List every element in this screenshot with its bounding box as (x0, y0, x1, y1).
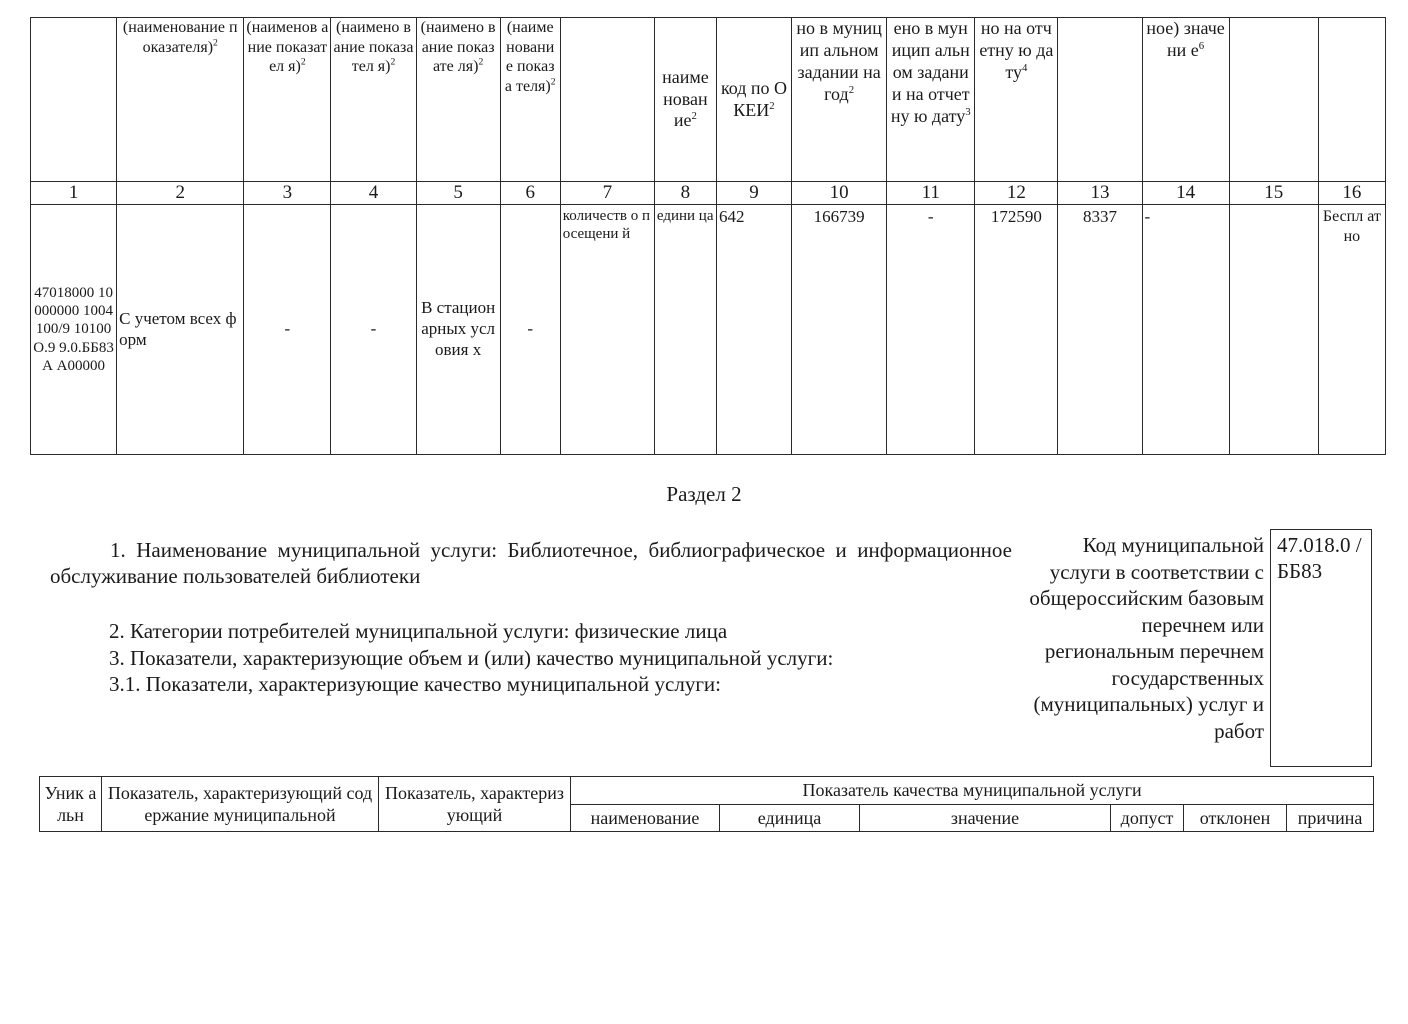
column-number: 11 (887, 182, 975, 205)
column-number: 16 (1318, 182, 1385, 205)
unit-cell: едини ца (654, 205, 716, 455)
fee-cell: Беспл атно (1318, 205, 1385, 455)
unique-register-number: 47018000 10000000 1004100/9 10100О.9 9.0.ББ83А А00000 (31, 205, 117, 455)
column-number: 1 (31, 182, 117, 205)
header-cell: ное) значени $е^6$ (1142, 18, 1229, 182)
header-cell (1318, 18, 1385, 182)
subheader-cell: отклонен (1184, 804, 1287, 832)
indicator-name-cell: количеств о посещени й (560, 205, 654, 455)
header-cell (1229, 18, 1318, 182)
data-cell (1229, 205, 1318, 455)
column-number: 14 (1142, 182, 1229, 205)
header-row (31, 18, 1386, 182)
column-number: 12 (975, 182, 1058, 205)
column-number: 2 (117, 182, 244, 205)
deviation-cell: 8337 (1058, 205, 1142, 455)
header-cell: наиме нован $ие^2$ (654, 18, 716, 182)
header-cell: (наименов ание показател я)$^2$ (244, 18, 331, 182)
subheader-cell: значение (860, 804, 1111, 832)
service-content-cell: С учетом всех форм (117, 205, 244, 455)
quality-indicators-table (39, 776, 1374, 832)
quality-indicators-paragraph: 3.1. Показатели, характеризующие качество муниципальной услуги: (109, 672, 722, 696)
table-row (31, 205, 1386, 455)
actual-value-cell: 172590 (975, 205, 1058, 455)
column-number: 10 (792, 182, 887, 205)
header-cell (31, 18, 117, 182)
service-code-label: Код муниципальной услуги в соответствии с общероссийским базовым перечнем или региональным перечнем государственных (муниципальных) услуг и работ (1029, 533, 1264, 743)
section-title: Раздел 2 (666, 482, 742, 506)
volume-indicators-table (30, 17, 1386, 455)
consumer-category-paragraph: 2. Категории потребителей муниципальной услуги: физические лица (109, 619, 728, 643)
subheader-cell: единица (720, 804, 860, 832)
column-number: 5 (416, 182, 500, 205)
column-number-row (31, 182, 1386, 205)
header-cell: (наимено вание показате ля)$^2$ (416, 18, 500, 182)
header-cell: ено в муницип альном задании на отчетну ю дату$^3$ (887, 18, 975, 182)
header-row (40, 777, 1374, 805)
service-code-box: 47.018.0 /ББ83 (1270, 529, 1372, 767)
column-number: 13 (1058, 182, 1142, 205)
column-number: 9 (716, 182, 791, 205)
okei-code-cell: 642 (716, 205, 791, 455)
header-cell (1058, 18, 1142, 182)
service-name-paragraph: 1. Наименование муниципальной услуги: Библиотечное, библиографическое и информационное обслуживание пользователей библиотеки (50, 538, 1012, 588)
header-cell: (наиме новани е показа теля)$^2$ (500, 18, 560, 182)
indicators-paragraph: 3. Показатели, характеризующие объем и (или) качество муниципальной услуги: (109, 646, 834, 670)
service-conditions-header: Показатель, характеризующий (379, 777, 571, 832)
column-number: 3 (244, 182, 331, 205)
data-cell: - (1142, 205, 1229, 455)
service-content-header: Показатель, характеризующий содержание муниципальной (102, 777, 379, 832)
header-cell: но в муницип альном задании на год$^2$ (792, 18, 887, 182)
column-number: 8 (654, 182, 716, 205)
quality-indicator-group-header: Показатель качества муниципальной услуги (571, 777, 1374, 805)
header-cell: (наимено вание показател я)$^2$ (331, 18, 416, 182)
header-cell: код по ОКЕИ$^2$ (716, 18, 791, 182)
column-number: 6 (500, 182, 560, 205)
data-cell: - (244, 205, 331, 455)
data-cell: - (500, 205, 560, 455)
subheader-cell: допуст (1111, 804, 1184, 832)
reporting-plan-cell: - (887, 205, 975, 455)
header-cell: (наименование показателя)$^2$ (117, 18, 244, 182)
unique-number-header: Уник альн (40, 777, 102, 832)
column-number: 4 (331, 182, 416, 205)
header-cell: но на отчетну ю дату$^4$ (975, 18, 1058, 182)
header-cell (560, 18, 654, 182)
subheader-cell: наименование (571, 804, 720, 832)
data-cell: - (331, 205, 416, 455)
column-number: 15 (1229, 182, 1318, 205)
conditions-cell: В стацион арных условия х (416, 205, 500, 455)
annual-plan-cell: 166739 (792, 205, 887, 455)
subheader-cell: причина (1287, 804, 1374, 832)
column-number: 7 (560, 182, 654, 205)
